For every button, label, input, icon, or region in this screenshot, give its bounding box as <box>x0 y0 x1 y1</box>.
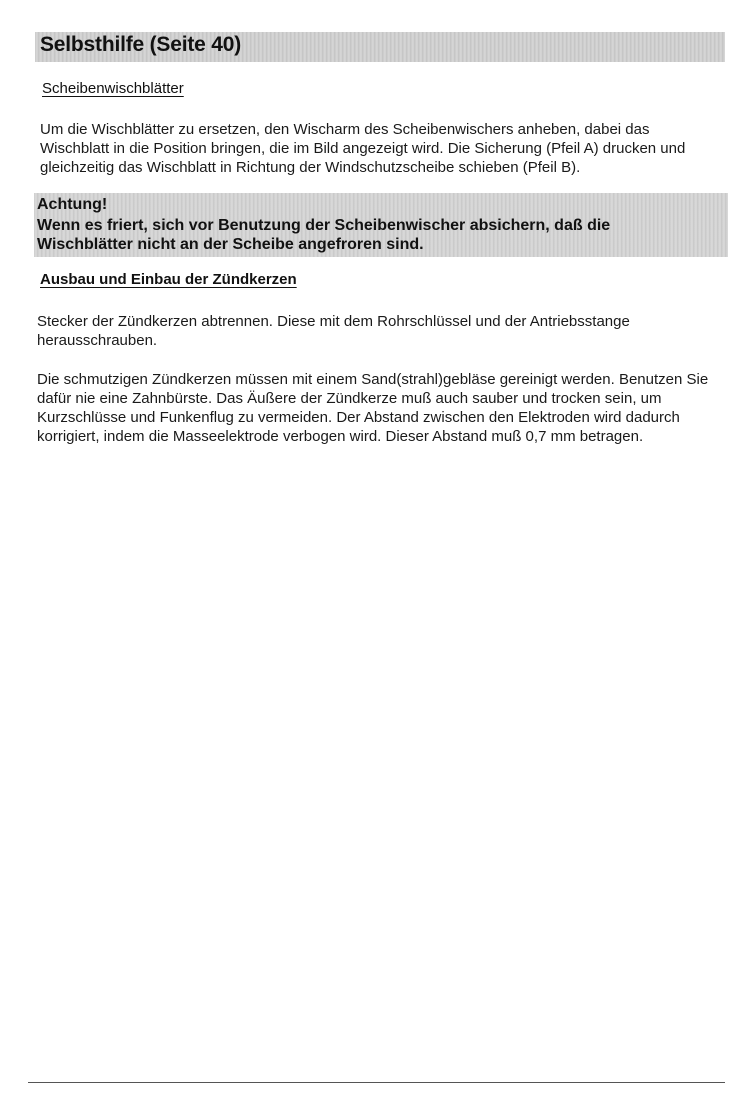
warning-text: Wenn es friert, sich vor Benutzung der Scheibenwischer absichern, daß die Wischblätter nicht an der Scheibe angefroren sind. <box>37 217 611 253</box>
section-heading-wipers: Scheibenwischblätter <box>42 80 184 97</box>
wipers-paragraph: Um die Wischblätter zu ersetzen, den Wischarm des Scheibenwischers anheben, dabei das Wischblatt in die Position bringen, die im Bild angezeigt wird. Die Sicherung (Pfeil A) drucken und gleichzeitig das Wischblatt in Richtung der Windschutzscheibe schieben (Pfeil B). <box>40 121 686 176</box>
warning-title: Achtung! <box>37 196 108 213</box>
sparkplugs-paragraph-1: Stecker der Zündkerzen abtrennen. Diese mit dem Rohrschlüssel und der Antriebsstange herausschrauben. <box>37 313 630 349</box>
sparkplugs-paragraph-2: Die schmutzigen Zündkerzen müssen mit einem Sand(strahl)gebläse gereinigt werden. Benutzen Sie dafür nie eine Zahnbürste. Das Äußere der Zündkerze muß auch sauber und trocken sein, um Kurzschlüsse und Funkenflug zu vermeiden. Der Abstand zwischen den Elektroden wird dadurch korrigiert, indem die Masseelektrode verbogen wird. Dieser Abstand muß 0,7 mm betragen. <box>37 371 709 445</box>
footer-rule <box>28 1082 725 1083</box>
section-heading-sparkplugs: Ausbau und Einbau der Zündkerzen <box>40 271 297 288</box>
page-title: Selbsthilfe (Seite 40) <box>40 33 241 56</box>
